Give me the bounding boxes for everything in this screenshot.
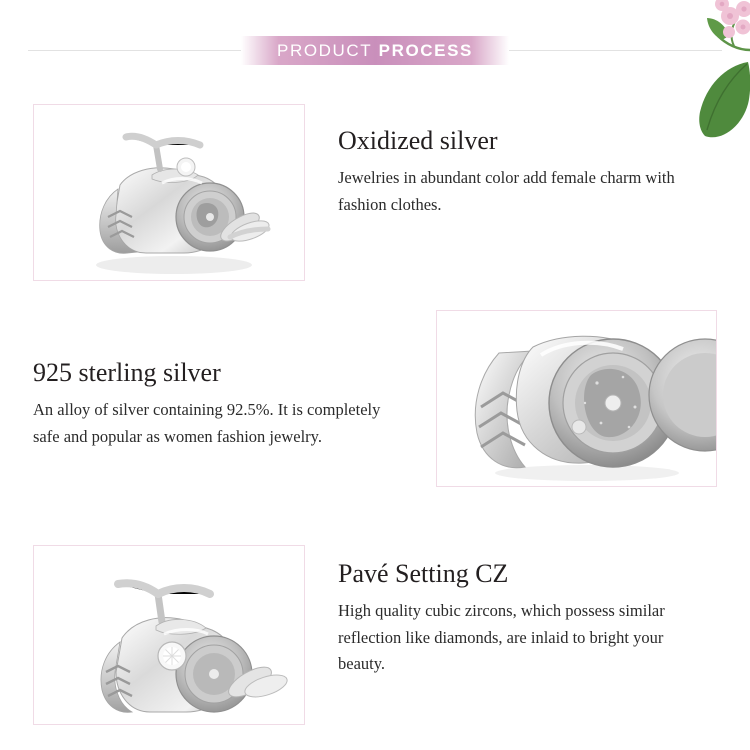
motorcycle-charm-photo-full	[33, 104, 305, 281]
motorcycle-charm-photo-cz	[33, 545, 305, 725]
feature-body: High quality cubic zircons, which possess similar reflection like diamonds, are inlaid to bright your beauty.	[338, 600, 665, 674]
page-title	[277, 41, 473, 61]
feature-block-pave-setting-cz	[0, 545, 750, 730]
feature-body: Jewelries in abundant color add female charm with fashion clothes.	[338, 167, 675, 214]
feature-text-pave-setting-cz	[338, 559, 708, 678]
feature-block-sterling-silver	[0, 310, 750, 490]
feature-text-oxidized-silver	[338, 126, 688, 218]
feature-heading: Pavé Setting CZ	[338, 559, 509, 588]
feature-body: An alloy of silver containing 92.5%. It is completely safe and popular as women fashion jewelry.	[33, 399, 381, 446]
feature-block-oxidized-silver	[0, 104, 750, 284]
header-banner	[241, 36, 509, 65]
feature-heading: Oxidized silver	[338, 126, 498, 155]
page-title-light: PRODUCT	[277, 40, 373, 60]
motorcycle-charm-photo-closeup	[436, 310, 717, 487]
section-header	[0, 36, 750, 66]
page-title-bold: PROCESS	[378, 40, 473, 60]
feature-heading: 925 sterling silver	[33, 358, 221, 387]
feature-text-sterling-silver	[33, 358, 393, 450]
